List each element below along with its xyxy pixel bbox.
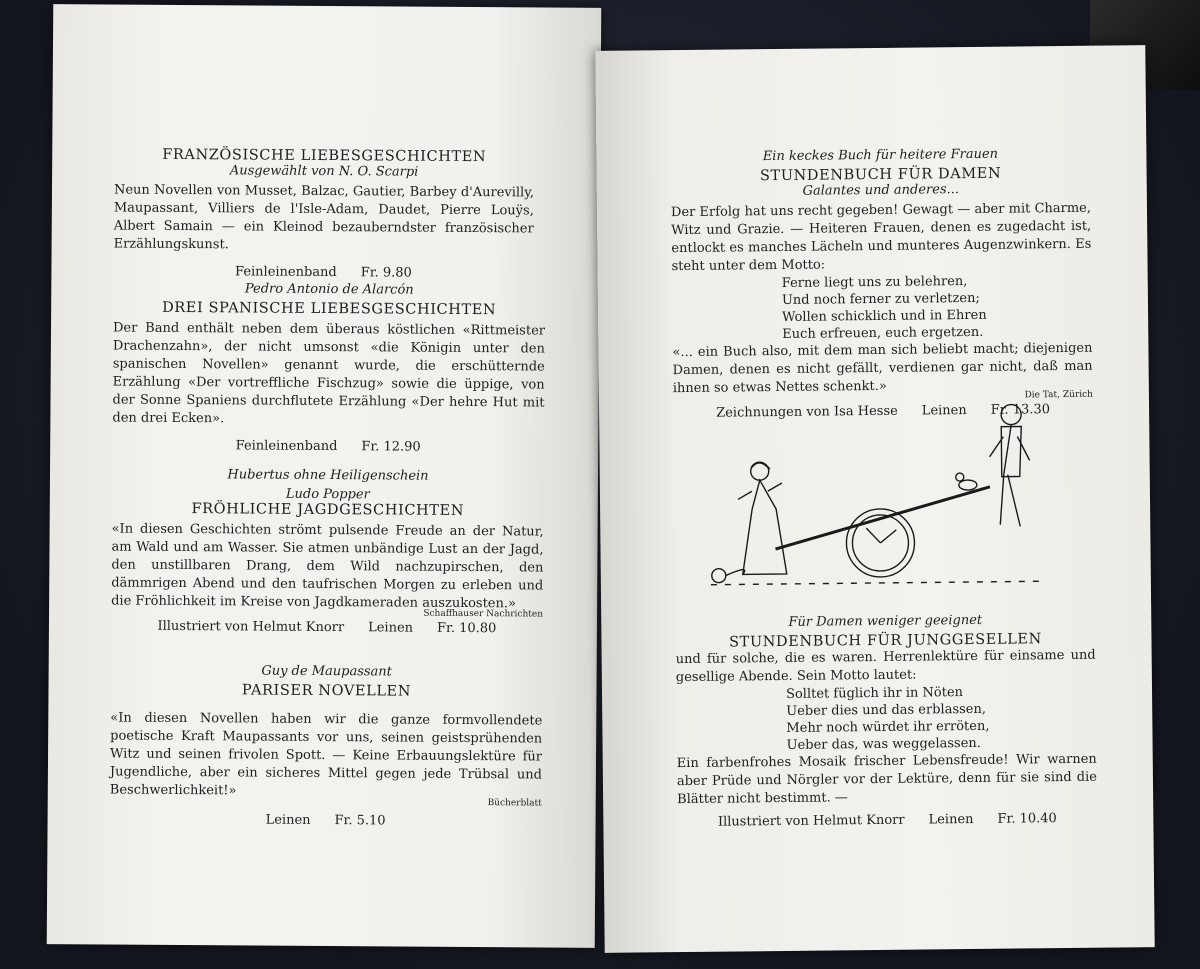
entry-title: FRANZÖSISCHE LIEBESGESCHICHTEN	[162, 146, 487, 166]
verse-line: Ueber dies und das erblassen,	[786, 701, 987, 719]
dog-icon	[956, 473, 977, 490]
motto-verse	[672, 272, 1093, 344]
left-page	[47, 4, 602, 948]
yarn-ball-icon	[712, 568, 745, 582]
right-page	[595, 45, 1154, 953]
verse-line: Solltet füglich ihr in Nöten	[785, 685, 964, 702]
entry-title: FRÖHLICHE JAGDGESCHICHTEN	[191, 501, 465, 519]
price-line	[111, 619, 543, 637]
entry-description: Der Erfolg hat uns recht gegeben! Gewagt — aber mit Charme, Witz und Grazie. — Heiteren Frauen, denen es zugedacht ist, entlockt es manches Lächeln und munteres Augenzwinkern. Es steht unter dem Motto:	[670, 200, 1092, 275]
illustrator: Zeichnungen von Isa Hesse	[716, 403, 898, 421]
price-line	[110, 812, 542, 830]
quote-source: Schaffhauser Nachrichten	[423, 608, 544, 620]
entry-tagline: Ein keckes Buch für heitere Frauen	[762, 146, 999, 165]
entry-quote: «... ein Buch also, mit dem man sich beliebt macht; diejenigen Damen, denen es nicht gefällt, verdienen gar nicht, daß man ihnen so etwas Nettes schenkt.»	[672, 340, 1093, 397]
verse-line: Euch erfreuen, euch ergetzen.	[782, 324, 984, 342]
entry-title: STUNDENBUCH FÜR JUNGGESELLEN	[729, 631, 1042, 651]
quote-source: Die Tat, Zürich	[1024, 389, 1093, 401]
binding: Feinleinenband	[234, 264, 337, 281]
entry-description: und für solche, die es waren. Herrenlektüre für einsame und gesellige Abende. Sein Motto lautet:	[675, 647, 1096, 686]
entry-froehliche-jagdgeschichten	[111, 467, 544, 637]
verse-line: Wollen schicklich und in Ehren	[782, 307, 987, 325]
verse-line: Und noch ferner zu verletzen;	[781, 290, 980, 308]
entry-title: PARISER NOVELLEN	[241, 682, 412, 700]
ground-line	[711, 581, 1041, 584]
binding: Leinen	[921, 403, 967, 419]
entry-author: Guy de Maupassant	[261, 663, 392, 680]
entry-tagline: Für Damen weniger geeignet	[788, 612, 983, 630]
entry-title: STUNDENBUCH FÜR DAMEN	[759, 165, 1002, 185]
entry-franzoesische-liebesgeschichten	[113, 147, 534, 282]
entry-stundenbuch-fuer-junggesellen	[675, 612, 1097, 830]
entry-title: DREI SPANISCHE LIEBESGESCHICHTEN	[162, 299, 497, 319]
price: Fr. 10.40	[997, 811, 1057, 827]
illustrator: Illustriert von Helmut Knorr	[157, 618, 345, 636]
binding: Leinen	[265, 812, 311, 828]
price-line	[677, 811, 1097, 830]
gentleman-figure	[989, 404, 1030, 526]
entry-quote: «In diesen Novellen haben wir die ganze formvollendete poetische Kraft Maupassants vor uns, seinen geistsprühenden Witz und seinen frivolen Spott. — Keine Erbauungslektüre für Jugendliche, aber ein sicheres Mittel gegen jede Trübsal und Beschwerlichkeit!»	[109, 710, 543, 799]
entry-author: Pedro Antonio de Alarcón	[244, 281, 414, 298]
entry-drei-spanische-liebesgeschichten	[112, 281, 545, 456]
price: Fr. 13.30	[990, 402, 1051, 418]
verse-line: Ferne liegt uns zu belehren,	[781, 274, 968, 291]
seesaw-plank	[775, 487, 991, 549]
illustrator: Illustriert von Helmut Knorr	[717, 812, 905, 830]
verse-line: Ueber das, was weggelassen.	[786, 735, 981, 753]
quote-source: Bücherblatt	[487, 798, 542, 809]
verse-line: Mehr noch würdet ihr erröten,	[786, 718, 990, 736]
entry-pariser-novellen	[110, 663, 543, 830]
entry-subtitle: Galantes und anderes...	[802, 182, 960, 199]
entry-description: Der Band enthält neben dem überaus köstlichen «Rittmeister Drachenzahn», der nicht umsonst «die Königin unter den spanischen Novellen» genannt wurde, die erschütternde Erzählung «Der vortreffliche Fischzug» sowie die üppige, von der Sonne Spaniens durchflutete Erzählung «Der hehre Hut mit den drei Ecken».	[112, 320, 546, 427]
price-line	[113, 264, 533, 282]
entry-tagline: Hubertus ohne Heiligenschein	[227, 467, 429, 484]
lady-figure	[738, 462, 787, 574]
price: Fr. 12.90	[361, 439, 421, 455]
entry-author: Ludo Popper	[285, 486, 370, 503]
binding: Leinen	[928, 811, 974, 828]
binding: Leinen	[368, 620, 414, 636]
seesaw-illustration	[689, 376, 1051, 600]
motto-verse	[676, 683, 1097, 755]
entry-subtitle: Ausgewählt von N. O. Scarpi	[229, 163, 419, 180]
entry-description-2: Ein farbenfrohes Mosaik frischer Lebensfreude! Wir warnen aber Prüde und Nörgler vor der Lektüre, denn für sie sind die Blätter nicht bestimmt. —	[676, 751, 1098, 808]
price-line	[112, 438, 544, 456]
price: Fr. 9.80	[360, 265, 412, 281]
entry-quote: «In diesen Geschichten strömt pulsende Freude an der Natur, am Wald und am Wasser. Sie atmen unbändige Lust an der Jagd, den unstillbaren Drang, dem Wild nachzupirschen, den dämmrigen Abend und den taufrischen Morgen zu erleben und die Fröhlichkeit im Kreise von Jagdkameraden auszukosten.»	[111, 521, 544, 612]
price: Fr. 10.80	[437, 620, 497, 637]
entry-description: Neun Novellen von Musset, Balzac, Gautier, Barbey d'Aurevilly, Maupassant, Villiers de l'Isle-Adam, Daudet, Pierre Louÿs, Albert Samain — ein Kleinod bezauberndster französischer Erzählungskunst.	[113, 182, 535, 253]
binding: Feinleinenband	[235, 438, 338, 455]
price: Fr. 5.10	[334, 813, 386, 829]
